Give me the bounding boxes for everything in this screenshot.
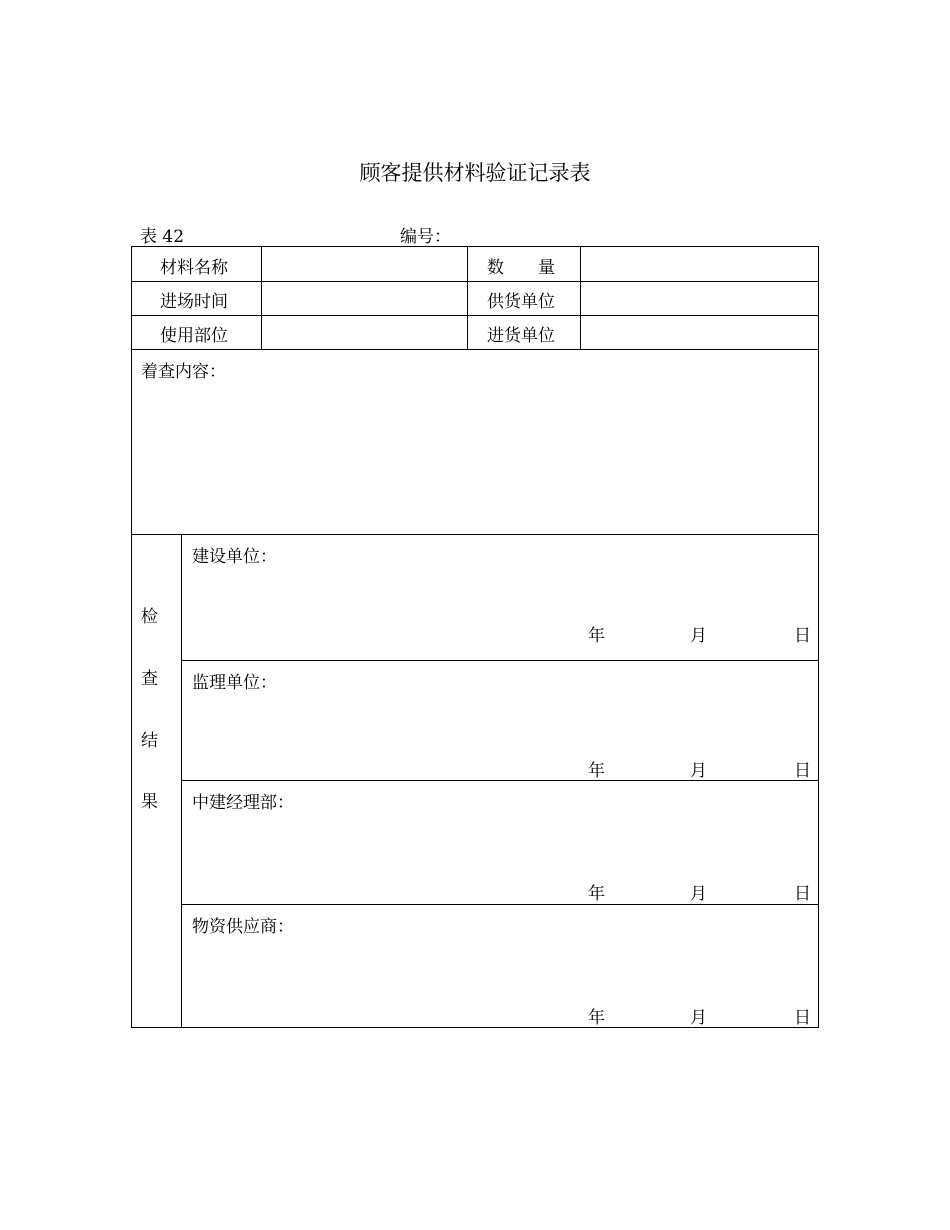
quantity-label: 数 量	[487, 258, 555, 278]
year-label: 年	[588, 761, 605, 781]
serial-number-label: 编号：	[400, 227, 451, 247]
result-label-char: 查	[141, 669, 158, 689]
supervision-unit-label: 监理单位：	[192, 673, 277, 693]
column-divider	[467, 247, 468, 349]
inspection-content-field[interactable]	[141, 387, 811, 527]
row-divider	[132, 534, 818, 535]
result-label-char: 果	[141, 792, 158, 812]
material-name-label: 材料名称	[160, 258, 228, 278]
day-label: 日	[794, 884, 811, 904]
quantity-field[interactable]	[581, 247, 818, 280]
table-number: 表 42	[140, 227, 185, 247]
column-divider	[181, 534, 182, 1027]
result-divider	[182, 904, 818, 905]
arrival-time-label: 进场时间	[160, 292, 228, 312]
result-divider	[182, 780, 818, 781]
material-name-field[interactable]	[262, 247, 467, 280]
arrival-time-field[interactable]	[262, 282, 467, 315]
day-label: 日	[794, 761, 811, 781]
verification-form	[131, 246, 819, 1028]
receiving-unit-label: 进货单位	[487, 326, 555, 346]
material-supplier-label: 物资供应商：	[192, 917, 294, 937]
result-divider	[182, 660, 818, 661]
result-label-char: 检	[141, 607, 158, 627]
month-label: 月	[690, 626, 707, 646]
month-label: 月	[690, 1008, 707, 1028]
year-label: 年	[588, 1008, 605, 1028]
usage-location-field[interactable]	[262, 316, 467, 349]
receiving-unit-field[interactable]	[581, 316, 818, 349]
day-label: 日	[794, 626, 811, 646]
month-label: 月	[690, 884, 707, 904]
day-label: 日	[794, 1008, 811, 1028]
inspection-content-label: 着查内容：	[141, 362, 226, 382]
year-label: 年	[588, 884, 605, 904]
result-label-char: 结	[141, 731, 158, 751]
usage-location-label: 使用部位	[160, 326, 228, 346]
construction-unit-label: 建设单位：	[192, 547, 277, 567]
supplier-label: 供货单位	[487, 292, 555, 312]
month-label: 月	[690, 761, 707, 781]
year-label: 年	[588, 626, 605, 646]
supplier-field[interactable]	[581, 282, 818, 315]
document-title: 顾客提供材料验证记录表	[359, 161, 591, 185]
row-divider	[132, 349, 818, 350]
project-management-label: 中建经理部：	[192, 793, 294, 813]
